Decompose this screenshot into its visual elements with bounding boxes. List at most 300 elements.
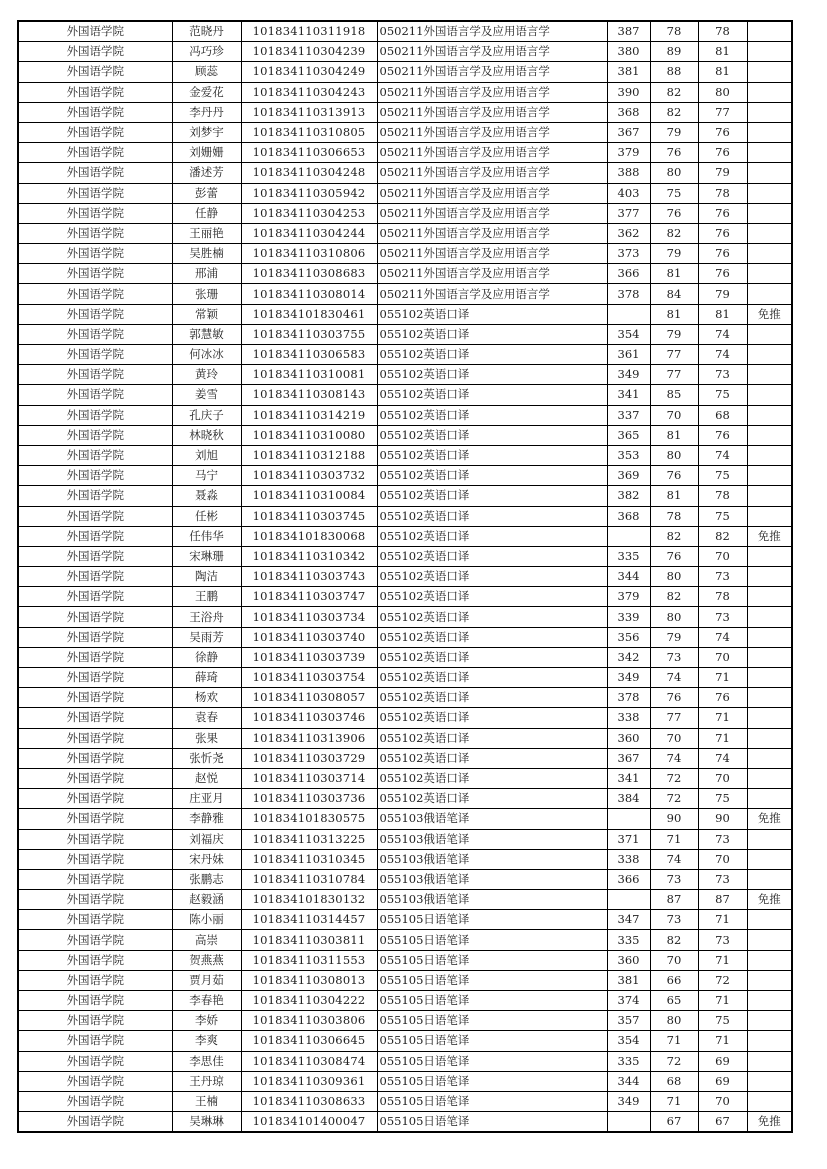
retest-score-cell: 70 [650,405,698,425]
college-cell: 外国语学院 [18,607,172,627]
major-cell: 050211外国语言学及应用语言学 [377,62,607,82]
table-row [18,587,792,607]
student-name-cell: 张珊 [172,284,241,304]
preliminary-score-cell: 387 [607,21,650,42]
retest-score-cell: 67 [650,1112,698,1133]
composite-score-cell: 71 [698,1031,747,1051]
retest-score-cell: 70 [650,728,698,748]
major-cell: 055102英语口译 [377,546,607,566]
table-row [18,486,792,506]
preliminary-score-cell: 378 [607,688,650,708]
preliminary-score-cell: 377 [607,203,650,223]
table-row [18,1051,792,1071]
preliminary-score-cell: 339 [607,607,650,627]
major-cell: 055103俄语笔译 [377,849,607,869]
major-cell: 055102英语口译 [377,324,607,344]
major-cell: 055102英语口译 [377,425,607,445]
preliminary-score-cell: 369 [607,466,650,486]
college-cell: 外国语学院 [18,1112,172,1133]
student-name-cell: 刘梦宇 [172,122,241,142]
college-cell: 外国语学院 [18,910,172,930]
composite-score-cell: 71 [698,910,747,930]
preliminary-score-cell: 368 [607,506,650,526]
composite-score-cell: 78 [698,486,747,506]
student-name-cell: 王楠 [172,1091,241,1111]
composite-score-cell: 76 [698,203,747,223]
composite-score-cell: 73 [698,365,747,385]
retest-score-cell: 65 [650,991,698,1011]
major-cell: 055102英语口译 [377,587,607,607]
table-row [18,1031,792,1051]
major-cell: 055102英语口译 [377,789,607,809]
table-row [18,910,792,930]
remark-cell [747,1051,792,1071]
composite-score-cell: 81 [698,304,747,324]
retest-score-cell: 74 [650,748,698,768]
student-name-cell: 高崇 [172,930,241,950]
retest-score-cell: 82 [650,526,698,546]
student-name-cell: 何冰冰 [172,345,241,365]
retest-score-cell: 75 [650,183,698,203]
preliminary-score-cell: 360 [607,728,650,748]
student-name-cell: 吴雨芳 [172,627,241,647]
retest-score-cell: 73 [650,647,698,667]
student-name-cell: 王鹏 [172,587,241,607]
table-row [18,324,792,344]
composite-score-cell: 76 [698,425,747,445]
exam-id-cell: 101834110303746 [241,708,377,728]
exam-id-cell: 101834110305942 [241,183,377,203]
college-cell: 外国语学院 [18,546,172,566]
exam-id-cell: 101834110312188 [241,445,377,465]
preliminary-score-cell: 368 [607,102,650,122]
exam-id-cell: 101834110303714 [241,768,377,788]
composite-score-cell: 70 [698,1091,747,1111]
exam-id-cell: 101834101400047 [241,1112,377,1133]
retest-score-cell: 74 [650,849,698,869]
retest-score-cell: 81 [650,425,698,445]
student-name-cell: 任静 [172,203,241,223]
major-cell: 055105日语笔译 [377,1091,607,1111]
composite-score-cell: 74 [698,627,747,647]
college-cell: 外国语学院 [18,1051,172,1071]
composite-score-cell: 71 [698,668,747,688]
retest-score-cell: 73 [650,910,698,930]
composite-score-cell: 69 [698,1051,747,1071]
remark-cell: 免推 [747,526,792,546]
composite-score-cell: 67 [698,1112,747,1133]
exam-id-cell: 101834110310342 [241,546,377,566]
preliminary-score-cell: 367 [607,122,650,142]
composite-score-cell: 71 [698,950,747,970]
remark-cell [747,385,792,405]
student-name-cell: 金爱花 [172,82,241,102]
exam-id-cell: 101834110306653 [241,143,377,163]
preliminary-score-cell: 380 [607,42,650,62]
table-row [18,567,792,587]
college-cell: 外国语学院 [18,284,172,304]
preliminary-score-cell: 354 [607,324,650,344]
college-cell: 外国语学院 [18,486,172,506]
preliminary-score-cell: 367 [607,748,650,768]
table-row [18,1112,792,1133]
college-cell: 外国语学院 [18,324,172,344]
retest-score-cell: 76 [650,688,698,708]
student-name-cell: 张忻尧 [172,748,241,768]
table-row [18,688,792,708]
composite-score-cell: 71 [698,708,747,728]
college-cell: 外国语学院 [18,445,172,465]
table-row [18,890,792,910]
retest-score-cell: 81 [650,264,698,284]
retest-score-cell: 70 [650,950,698,970]
retest-score-cell: 76 [650,466,698,486]
student-name-cell: 刘福庆 [172,829,241,849]
remark-cell [747,849,792,869]
composite-score-cell: 75 [698,789,747,809]
preliminary-score-cell: 371 [607,829,650,849]
exam-id-cell: 101834110304244 [241,223,377,243]
student-name-cell: 聂淼 [172,486,241,506]
major-cell: 055102英语口译 [377,445,607,465]
preliminary-score-cell: 338 [607,849,650,869]
retest-score-cell: 84 [650,284,698,304]
college-cell: 外国语学院 [18,122,172,142]
exam-id-cell: 101834110308633 [241,1091,377,1111]
exam-id-cell: 101834110303740 [241,627,377,647]
table-row [18,405,792,425]
remark-cell [747,284,792,304]
preliminary-score-cell [607,809,650,829]
retest-score-cell: 82 [650,930,698,950]
composite-score-cell: 81 [698,62,747,82]
table-row [18,122,792,142]
table-row [18,849,792,869]
retest-score-cell: 81 [650,486,698,506]
retest-score-cell: 71 [650,829,698,849]
college-cell: 外国语学院 [18,587,172,607]
college-cell: 外国语学院 [18,647,172,667]
remark-cell [747,728,792,748]
preliminary-score-cell: 347 [607,910,650,930]
preliminary-score-cell: 379 [607,143,650,163]
major-cell: 055102英语口译 [377,466,607,486]
remark-cell [747,425,792,445]
table-row [18,647,792,667]
retest-score-cell: 68 [650,1071,698,1091]
major-cell: 050211外国语言学及应用语言学 [377,264,607,284]
remark-cell [747,345,792,365]
exam-id-cell: 101834110308474 [241,1051,377,1071]
college-cell: 外国语学院 [18,42,172,62]
preliminary-score-cell: 382 [607,486,650,506]
major-cell: 055102英语口译 [377,304,607,324]
major-cell: 055105日语笔译 [377,970,607,990]
remark-cell [747,62,792,82]
preliminary-score-cell: 384 [607,789,650,809]
preliminary-score-cell: 341 [607,768,650,788]
exam-id-cell: 101834110303739 [241,647,377,667]
table-row [18,789,792,809]
retest-score-cell: 79 [650,122,698,142]
college-cell: 外国语学院 [18,789,172,809]
major-cell: 055105日语笔译 [377,910,607,930]
retest-score-cell: 80 [650,163,698,183]
college-cell: 外国语学院 [18,748,172,768]
composite-score-cell: 73 [698,829,747,849]
remark-cell [747,647,792,667]
student-name-cell: 马宁 [172,466,241,486]
retest-score-cell: 72 [650,1051,698,1071]
major-cell: 055105日语笔译 [377,930,607,950]
major-cell: 055102英语口译 [377,345,607,365]
exam-id-cell: 101834110304243 [241,82,377,102]
student-name-cell: 孔庆子 [172,405,241,425]
major-cell: 055102英语口译 [377,385,607,405]
composite-score-cell: 75 [698,506,747,526]
preliminary-score-cell [607,526,650,546]
remark-cell [747,466,792,486]
exam-id-cell: 101834110311553 [241,950,377,970]
exam-id-cell: 101834110303747 [241,587,377,607]
student-name-cell: 姜雪 [172,385,241,405]
retest-score-cell: 82 [650,587,698,607]
preliminary-score-cell: 354 [607,1031,650,1051]
composite-score-cell: 77 [698,102,747,122]
student-name-cell: 顾蕊 [172,62,241,82]
major-cell: 055105日语笔译 [377,991,607,1011]
preliminary-score-cell: 344 [607,567,650,587]
table-row [18,425,792,445]
remark-cell [747,163,792,183]
major-cell: 055105日语笔译 [377,1071,607,1091]
composite-score-cell: 75 [698,466,747,486]
college-cell: 外国语学院 [18,526,172,546]
composite-score-cell: 78 [698,587,747,607]
preliminary-score-cell: 342 [607,647,650,667]
major-cell: 050211外国语言学及应用语言学 [377,143,607,163]
remark-cell [747,869,792,889]
table-row [18,304,792,324]
college-cell: 外国语学院 [18,365,172,385]
exam-id-cell: 101834110304222 [241,991,377,1011]
exam-id-cell: 101834110310784 [241,869,377,889]
composite-score-cell: 79 [698,284,747,304]
retest-score-cell: 76 [650,546,698,566]
major-cell: 055102英语口译 [377,748,607,768]
exam-id-cell: 101834110303754 [241,668,377,688]
retest-score-cell: 81 [650,304,698,324]
remark-cell [747,950,792,970]
remark-cell [747,244,792,264]
table-row [18,546,792,566]
remark-cell [747,829,792,849]
table-row [18,1071,792,1091]
table-row [18,345,792,365]
retest-score-cell: 80 [650,1011,698,1031]
remark-cell [747,546,792,566]
major-cell: 055105日语笔译 [377,950,607,970]
preliminary-score-cell: 337 [607,405,650,425]
student-name-cell: 李娇 [172,1011,241,1031]
remark-cell: 免推 [747,890,792,910]
college-cell: 外国语学院 [18,970,172,990]
college-cell: 外国语学院 [18,82,172,102]
retest-score-cell: 66 [650,970,698,990]
student-name-cell: 赵毅涵 [172,890,241,910]
exam-id-cell: 101834110306645 [241,1031,377,1051]
table-row [18,385,792,405]
table-row [18,82,792,102]
student-name-cell: 吴琳琳 [172,1112,241,1133]
exam-id-cell: 101834110304239 [241,42,377,62]
college-cell: 外国语学院 [18,163,172,183]
retest-score-cell: 82 [650,102,698,122]
college-cell: 外国语学院 [18,809,172,829]
remark-cell [747,1091,792,1111]
college-cell: 外国语学院 [18,1071,172,1091]
major-cell: 055102英语口译 [377,708,607,728]
retest-score-cell: 76 [650,143,698,163]
composite-score-cell: 76 [698,264,747,284]
major-cell: 055105日语笔译 [377,1031,607,1051]
exam-id-cell: 101834110303743 [241,567,377,587]
exam-id-cell: 101834110308143 [241,385,377,405]
student-name-cell: 宋琳珊 [172,546,241,566]
college-cell: 外国语学院 [18,869,172,889]
composite-score-cell: 73 [698,567,747,587]
remark-cell [747,1011,792,1031]
exam-id-cell: 101834101830461 [241,304,377,324]
table-row [18,1011,792,1031]
student-name-cell: 李爽 [172,1031,241,1051]
remark-cell [747,607,792,627]
exam-id-cell: 101834110313906 [241,728,377,748]
college-cell: 外国语学院 [18,405,172,425]
exam-id-cell: 101834110304249 [241,62,377,82]
student-name-cell: 吴胜楠 [172,244,241,264]
remark-cell [747,627,792,647]
composite-score-cell: 90 [698,809,747,829]
major-cell: 055102英语口译 [377,668,607,688]
student-name-cell: 庄亚月 [172,789,241,809]
table-row [18,970,792,990]
retest-score-cell: 79 [650,324,698,344]
preliminary-score-cell: 379 [607,587,650,607]
remark-cell [747,567,792,587]
student-name-cell: 郭慧敏 [172,324,241,344]
preliminary-score-cell: 361 [607,345,650,365]
major-cell: 055102英语口译 [377,688,607,708]
table-row [18,183,792,203]
remark-cell [747,264,792,284]
remark-cell [747,668,792,688]
major-cell: 055102英语口译 [377,506,607,526]
composite-score-cell: 78 [698,183,747,203]
table-row [18,1091,792,1111]
preliminary-score-cell: 360 [607,950,650,970]
preliminary-score-cell: 356 [607,627,650,647]
major-cell: 050211外国语言学及应用语言学 [377,82,607,102]
student-name-cell: 杨欢 [172,688,241,708]
table-row [18,809,792,829]
remark-cell [747,930,792,950]
exam-id-cell: 101834110309361 [241,1071,377,1091]
exam-id-cell: 101834110310080 [241,425,377,445]
college-cell: 外国语学院 [18,627,172,647]
major-cell: 050211外国语言学及应用语言学 [377,183,607,203]
college-cell: 外国语学院 [18,849,172,869]
remark-cell [747,102,792,122]
exam-id-cell: 101834101830575 [241,809,377,829]
college-cell: 外国语学院 [18,62,172,82]
table-row [18,668,792,688]
table-row [18,143,792,163]
retest-score-cell: 79 [650,627,698,647]
college-cell: 外国语学院 [18,143,172,163]
retest-score-cell: 82 [650,223,698,243]
composite-score-cell: 74 [698,345,747,365]
major-cell: 055105日语笔译 [377,1011,607,1031]
preliminary-score-cell: 362 [607,223,650,243]
retest-score-cell: 78 [650,506,698,526]
composite-score-cell: 76 [698,143,747,163]
table-row [18,466,792,486]
retest-score-cell: 77 [650,365,698,385]
college-cell: 外国语学院 [18,829,172,849]
student-name-cell: 徐静 [172,647,241,667]
composite-score-cell: 68 [698,405,747,425]
preliminary-score-cell: 341 [607,385,650,405]
major-cell: 050211外国语言学及应用语言学 [377,284,607,304]
remark-cell [747,324,792,344]
exam-id-cell: 101834110303806 [241,1011,377,1031]
exam-id-cell: 101834110303745 [241,506,377,526]
preliminary-score-cell: 378 [607,284,650,304]
table-row [18,991,792,1011]
college-cell: 外国语学院 [18,385,172,405]
student-name-cell: 陶洁 [172,567,241,587]
table-row [18,62,792,82]
preliminary-score-cell: 349 [607,365,650,385]
exam-id-cell: 101834110303811 [241,930,377,950]
table-row [18,869,792,889]
table-row [18,829,792,849]
student-name-cell: 宋丹妹 [172,849,241,869]
retest-score-cell: 85 [650,385,698,405]
college-cell: 外国语学院 [18,425,172,445]
retest-score-cell: 87 [650,890,698,910]
preliminary-score-cell [607,1112,650,1133]
exam-id-cell: 101834110310345 [241,849,377,869]
major-cell: 055102英语口译 [377,567,607,587]
remark-cell [747,991,792,1011]
student-name-cell: 李丹丹 [172,102,241,122]
exam-id-cell: 101834110310805 [241,122,377,142]
table-body [18,21,792,1132]
preliminary-score-cell [607,304,650,324]
table-row [18,950,792,970]
college-cell: 外国语学院 [18,102,172,122]
student-name-cell: 黄玲 [172,365,241,385]
remark-cell [747,183,792,203]
table-row [18,244,792,264]
student-name-cell: 冯巧珍 [172,42,241,62]
exam-id-cell: 101834110304248 [241,163,377,183]
retest-score-cell: 80 [650,567,698,587]
exam-id-cell: 101834110311918 [241,21,377,42]
major-cell: 055103俄语笔译 [377,809,607,829]
